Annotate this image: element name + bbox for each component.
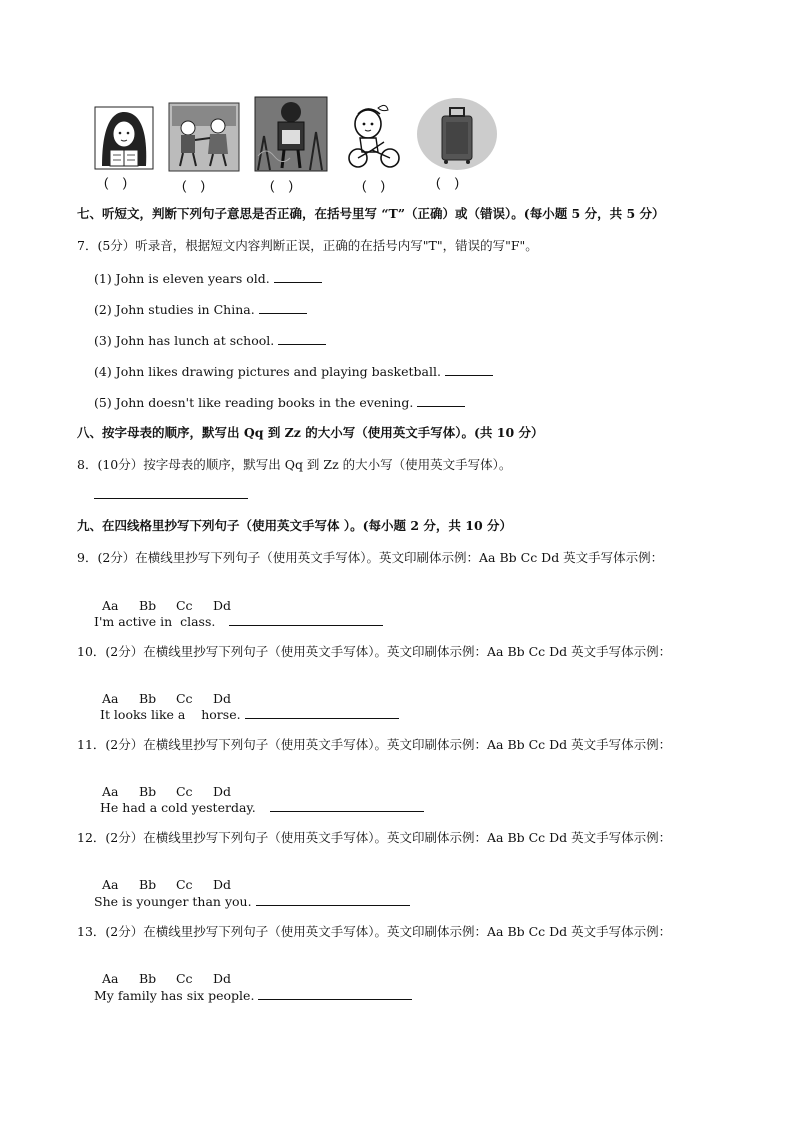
letter-cc: Cc: [175, 971, 193, 986]
q11-head: 11．(2分）在横线里抄写下列句子（使用英文手写体）。英文印刷体示例：Aa Bb Cc Dd 英文手写体示例：: [77, 737, 672, 752]
letter-bb: Bb: [138, 971, 157, 986]
q7-item-2-text: (2) John studies in China.: [94, 302, 255, 317]
q9-sentence: I'm active in class.: [94, 614, 216, 629]
q11-sentence: He had a cold yesterday.: [100, 800, 256, 815]
q12-sentence-row: [94, 893, 410, 910]
answer-blank[interactable]: [94, 486, 248, 499]
q7-item-3-text: (3) John has lunch at school.: [94, 333, 275, 348]
child-with-backpack-icon: [254, 96, 328, 172]
q7-head: 7．(5分）听录音，根据短文内容判断正误，正确的在括号内写"T"，错误的写"F"。: [77, 238, 538, 253]
q7-item-4: [94, 363, 493, 380]
q12-sentence: She is younger than you.: [94, 894, 252, 909]
letter-bb: Bb: [138, 784, 157, 799]
q13-sentence: My family has six people.: [94, 988, 255, 1003]
answer-blank[interactable]: [270, 799, 424, 812]
q10-sentence-row: [100, 706, 399, 723]
answer-blank[interactable]: [445, 363, 493, 376]
q7-item-5: [94, 394, 465, 411]
answer-blank[interactable]: [278, 332, 326, 345]
q13-sample-letters: [94, 955, 250, 987]
q13-head: 13．(2分）在横线里抄写下列句子（使用英文手写体）。英文印刷体示例：Aa Bb Cc Dd 英文手写体示例：: [77, 924, 672, 939]
letter-aa: Aa: [101, 784, 119, 799]
letter-dd: Dd: [212, 971, 231, 986]
letter-dd: Dd: [212, 877, 231, 892]
letter-aa: Aa: [101, 971, 119, 986]
answer-paren-5[interactable]: ( ): [436, 175, 460, 190]
q7-item-2: [94, 301, 307, 318]
answer-blank[interactable]: [245, 706, 399, 719]
letter-cc: Cc: [175, 598, 193, 613]
answer-blank[interactable]: [259, 301, 307, 314]
q7-item-1: [94, 270, 322, 287]
letter-bb: Bb: [138, 691, 157, 706]
letter-dd: Dd: [212, 784, 231, 799]
letter-aa: Aa: [101, 691, 119, 706]
girl-riding-bike-icon: [344, 102, 406, 170]
letter-aa: Aa: [101, 598, 119, 613]
children-playing-icon: [168, 102, 240, 172]
letter-cc: Cc: [175, 691, 193, 706]
q7-item-3: [94, 332, 326, 349]
answer-blank[interactable]: [256, 893, 410, 906]
q9-sample-letters: [94, 582, 250, 614]
section7-title: 七、听短文，判断下列句子意思是否正确，在括号里写 “T”（正确）或（错误）。(每小题 5 分，共 5 分）: [77, 206, 665, 221]
letter-dd: Dd: [212, 691, 231, 706]
q12-head: 12．(2分）在横线里抄写下列句子（使用英文手写体）。英文印刷体示例：Aa Bb Cc Dd 英文手写体示例：: [77, 830, 672, 845]
answer-blank[interactable]: [417, 394, 465, 407]
letter-cc: Cc: [175, 784, 193, 799]
q13-sentence-row: [94, 987, 412, 1004]
letter-aa: Aa: [101, 877, 119, 892]
section9-title: 九、在四线格里抄写下列句子（使用英文手写体 ）。(每小题 2 分，共 10 分）: [77, 518, 513, 533]
letter-dd: Dd: [212, 598, 231, 613]
q11-sample-letters: [94, 768, 250, 800]
answer-blank[interactable]: [258, 987, 412, 1000]
q7-item-1-text: (1) John is eleven years old.: [94, 271, 270, 286]
letter-bb: Bb: [138, 598, 157, 613]
answer-paren-3[interactable]: ( ): [270, 178, 294, 193]
answer-paren-4[interactable]: ( ): [362, 178, 386, 193]
answer-paren-1[interactable]: ( ): [104, 175, 128, 190]
answer-paren-2[interactable]: ( ): [182, 178, 206, 193]
q8-head: 8．(10分）按字母表的顺序，默写出 Qq 到 Zz 的大小写（使用英文手写体）。: [77, 457, 512, 472]
suitcase-icon: [416, 96, 498, 172]
answer-blank[interactable]: [274, 270, 322, 283]
q10-head: 10．(2分）在横线里抄写下列句子（使用英文手写体）。英文印刷体示例：Aa Bb Cc Dd 英文手写体示例：: [77, 644, 672, 659]
answer-blank[interactable]: [229, 613, 383, 626]
q10-sample-letters: [94, 675, 250, 707]
q9-sentence-row: [94, 613, 383, 630]
q12-sample-letters: [94, 861, 250, 893]
q7-item-5-text: (5) John doesn't like reading books in the evening.: [94, 395, 414, 410]
q11-sentence-row: [100, 799, 424, 816]
letter-cc: Cc: [175, 877, 193, 892]
q10-sentence: It looks like a horse.: [100, 707, 241, 722]
q8-answer-line[interactable]: [94, 486, 248, 503]
q7-item-4-text: (4) John likes drawing pictures and playing basketball.: [94, 364, 441, 379]
letter-bb: Bb: [138, 877, 157, 892]
q9-head: 9．(2分）在横线里抄写下列句子（使用英文手写体）。英文印刷体示例：Aa Bb Cc Dd 英文手写体示例：: [77, 550, 664, 565]
section8-title: 八、按字母表的顺序，默写出 Qq 到 Zz 的大小写（使用英文手写体）。(共 10 分）: [77, 425, 544, 440]
woman-reading-icon: [94, 106, 154, 170]
